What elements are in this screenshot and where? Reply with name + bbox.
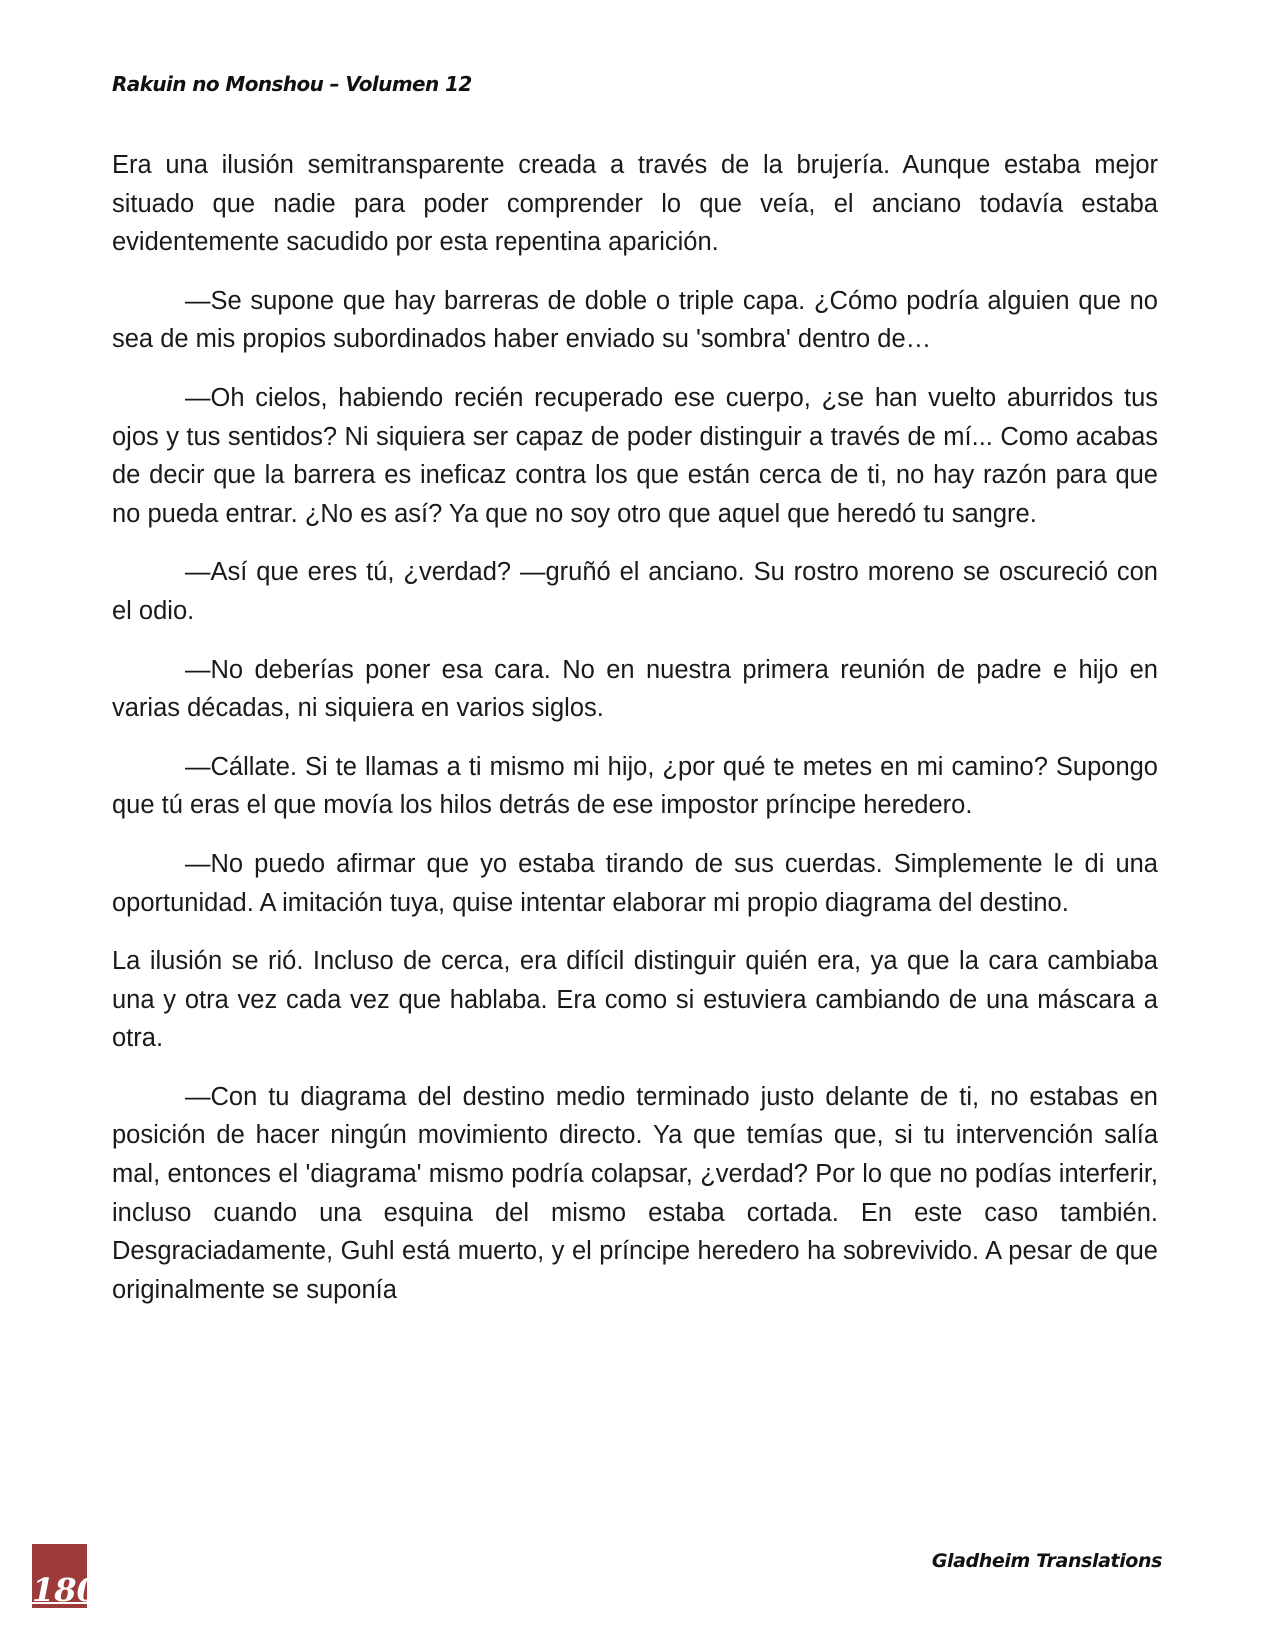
paragraph-last: —Con tu diagrama del destino medio terminado justo delante de ti, no estabas en posición de hacer ningún movimiento directo. Ya que temías que, si tu intervención salía mal, entonces el 'diagrama' mismo podría colapsar, ¿verdad? Por lo que no podías interferir, incluso cuando una esquina del mismo estaba cortada. En este caso también. Desgraciadamente, Guhl está muerto, y el príncipe heredero ha sobrevivido. A pesar de que originalmente se suponía [112,1082,1158,1304]
paragraph: —No deberías poner esa cara. No en nuestra primera reunión de padre e hijo en varias décadas, ni siquiera en varios siglos. [112,655,1158,723]
paragraph: —Cállate. Si te llamas a ti mismo mi hijo, ¿por qué te metes en mi camino? Supongo que tú eras el que movía los hilos detrás de ese impostor príncipe heredero. [112,752,1158,820]
page-header-title: Rakuin no Monshou – Volumen 12 [112,72,472,96]
paragraph: Era una ilusión semitransparente creada a través de la brujería. Aunque estaba mejor situado que nadie para poder comprender lo que veía, el anciano todavía estaba evidentemente sacudido por esta repentina aparición. [112,151,1158,257]
paragraph: —Se supone que hay barreras de doble o triple capa. ¿Cómo podría alguien que no sea de mis propios subordinados haber enviado su 'sombra' dentro de… [112,286,1158,354]
paragraph: —Oh cielos, habiendo recién recuperado ese cuerpo, ¿se han vuelto aburridos tus ojos y tus sentidos? Ni siquiera ser capaz de poder distinguir a través de mí... Como acabas de decir que la barrera es ineficaz contra los que están cerca de ti, no hay razón para que no pueda entrar. ¿No es así? Ya que no soy otro que aquel que heredó tu sangre. [112,383,1158,528]
page-number: 180 [32,1571,99,1609]
body-text [112,146,1158,1329]
paragraph: La ilusión se rió. Incluso de cerca, era difícil distinguir quién era, ya que la cara cambiaba una y otra vez cada vez que hablaba. Era como si estuviera cambiando de una máscara a otra. [112,947,1158,1053]
paragraph: —No puedo afirmar que yo estaba tirando de sus cuerdas. Simplemente le di una oportunidad. A imitación tuya, quise intentar elaborar mi propio diagrama del destino. [112,849,1158,917]
paragraph: —Así que eres tú, ¿verdad? —gruñó el anciano. Su rostro moreno se oscureció con el odio. [112,558,1158,625]
footer-credit: Gladheim Translations [931,1550,1162,1572]
